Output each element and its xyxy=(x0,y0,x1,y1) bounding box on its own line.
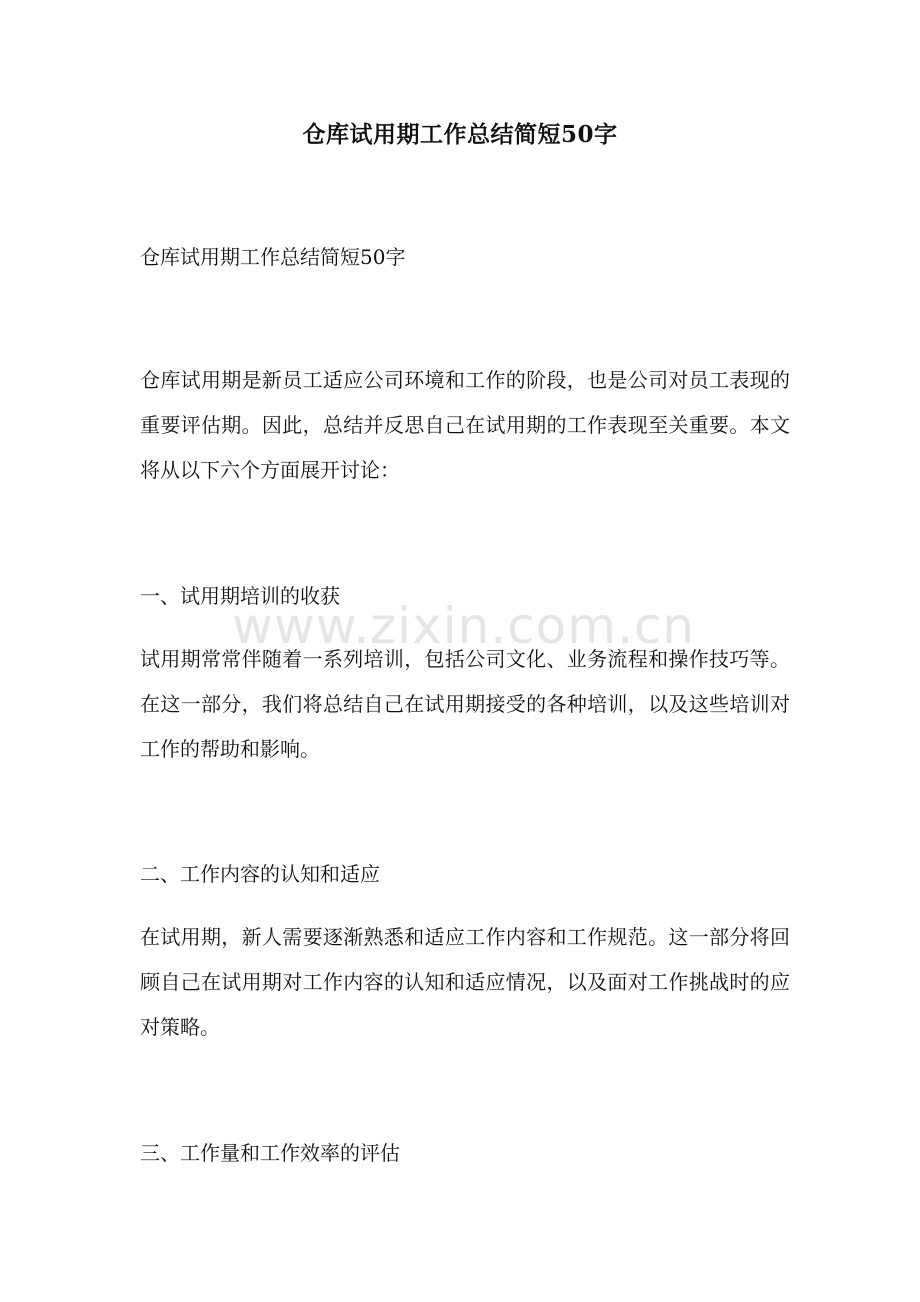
section-body-2: 在试用期，新人需要逐渐熟悉和适应工作内容和工作规范。这一部分将回顾自己在试用期对工作内容的认知和适应情况，以及面对工作挑战时的应对策略。 xyxy=(140,925,790,1039)
document-title: 仓库试用期工作总结简短50字 xyxy=(302,121,618,148)
section-heading-1: 一、试用期培训的收获 xyxy=(140,584,340,608)
section-body-1: 试用期常常伴随着一系列培训，包括公司文化、业务流程和操作技巧等。在这一部分，我们将总结自己在试用期接受的各种培训，以及这些培训对工作的帮助和影响。 xyxy=(140,647,790,761)
intro-paragraph: 仓库试用期是新员工适应公司环境和工作的阶段，也是公司对员工表现的重要评估期。因此，总结并反思自己在试用期的工作表现至关重要。本文将从以下六个方面展开讨论： xyxy=(140,368,790,482)
watermark: www.zixin.com.cn xyxy=(232,597,696,655)
section-heading-2: 二、工作内容的认知和适应 xyxy=(140,862,380,886)
document-subtitle: 仓库试用期工作总结简短50字 xyxy=(140,245,406,269)
section-heading-3: 三、工作量和工作效率的评估 xyxy=(140,1141,400,1165)
